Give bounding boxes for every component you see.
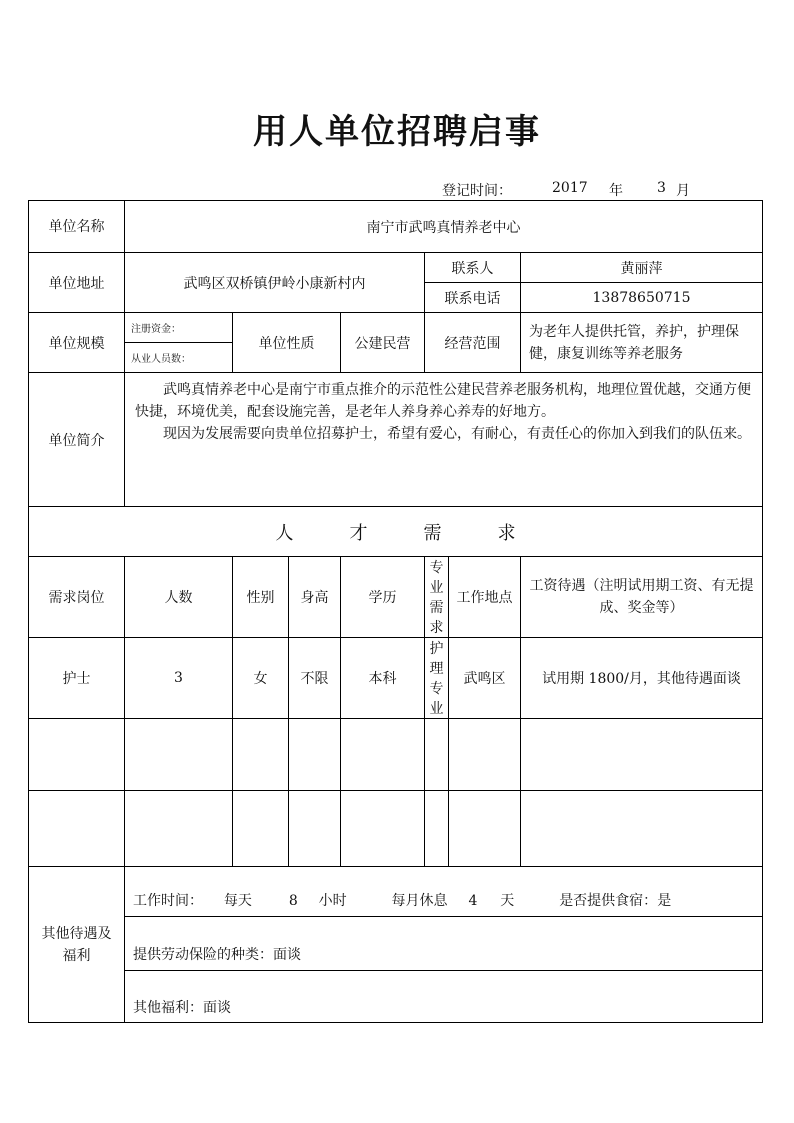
empty-cell (233, 791, 289, 867)
unit-scale-row (29, 313, 763, 343)
insurance-cell (125, 917, 763, 971)
unit-name-label: 单位名称 (29, 201, 125, 253)
registration-year-unit: 年 (609, 183, 623, 199)
monthly-rest-label: 每月休息 (391, 892, 448, 909)
work-time-cell (125, 867, 763, 917)
empty-cell (341, 719, 425, 791)
unit-intro-paragraph-2: 现因为发展需要向贵单位招募护士，希望有爱心，有耐心，有责任心的你加入到我们的队伍来。 (163, 426, 751, 442)
empty-cell (29, 791, 125, 867)
unit-intro-row (29, 373, 763, 507)
staff-count-label: 从业人员数： (125, 343, 233, 373)
talent-demand-heading (29, 507, 763, 557)
registration-month-unit: 月 (676, 183, 690, 199)
col-header-location: 工作地点 (449, 557, 521, 638)
work-time-label: 工作时间： (133, 892, 203, 909)
empty-cell (425, 791, 449, 867)
empty-cell (289, 719, 341, 791)
empty-cell (449, 719, 521, 791)
registration-year: 2017 (552, 180, 588, 196)
unit-intro-label: 单位简介 (29, 373, 125, 507)
benefits-label: 其他待遇及福利 (29, 867, 125, 1023)
unit-address-row (29, 253, 763, 283)
unit-address-value: 武鸣区双桥镇伊岭小康新村内 (125, 253, 425, 313)
benefits-insurance-row (29, 917, 763, 971)
empty-cell (521, 719, 763, 791)
demand-row-empty (29, 719, 763, 791)
recruitment-form (28, 200, 763, 1023)
col-header-major: 专业需求 (425, 557, 449, 638)
col-header-position: 需求岗位 (29, 557, 125, 638)
cell-location: 武鸣区 (449, 638, 521, 719)
unit-name-value: 南宁市武鸣真情养老中心 (125, 201, 763, 253)
benefits-work-time-row (29, 867, 763, 917)
empty-cell (289, 791, 341, 867)
cell-height: 不限 (289, 638, 341, 719)
unit-intro-text (125, 373, 763, 507)
empty-cell (425, 719, 449, 791)
heading-char-3: 需 (423, 522, 442, 544)
empty-cell (125, 791, 233, 867)
registration-month: 3 (657, 180, 666, 196)
empty-cell (521, 791, 763, 867)
unit-intro-paragraph-1: 武鸣真情养老中心是南宁市重点推介的示范性公建民营养老服务机构，地理位置优越，交通方便快捷，环境优美，配套设施完善，是老年人养身养心养寿的好地方。 (135, 382, 751, 420)
page-title: 用人单位招聘启事 (253, 112, 541, 152)
demand-row-empty (29, 791, 763, 867)
daily-hours: 8 (288, 892, 298, 909)
empty-cell (125, 719, 233, 791)
insurance-value: 面谈 (273, 946, 301, 963)
empty-cell (341, 791, 425, 867)
unit-address-label: 单位地址 (29, 253, 125, 313)
col-header-gender: 性别 (233, 557, 289, 638)
contact-value: 黄丽萍 (521, 253, 763, 283)
col-header-height: 身高 (289, 557, 341, 638)
unit-nature-label: 单位性质 (233, 313, 341, 373)
cell-education: 本科 (341, 638, 425, 719)
col-header-count: 人数 (125, 557, 233, 638)
empty-cell (29, 719, 125, 791)
other-benefits-cell (125, 971, 763, 1023)
contact-label: 联系人 (425, 253, 521, 283)
cell-position: 护士 (29, 638, 125, 719)
unit-name-row (29, 201, 763, 253)
heading-char-1: 人 (275, 522, 294, 544)
demand-header-row (29, 557, 763, 638)
business-scope-label: 经营范围 (425, 313, 521, 373)
demand-row (29, 638, 763, 719)
empty-cell (233, 719, 289, 791)
insurance-label: 提供劳动保险的种类： (133, 946, 273, 963)
unit-scale-label: 单位规模 (29, 313, 125, 373)
daily-label: 每天 (223, 892, 252, 909)
monthly-rest-days: 4 (468, 892, 478, 909)
hours-unit: 小时 (318, 892, 347, 909)
col-header-education: 学历 (341, 557, 425, 638)
talent-demand-heading-row (29, 507, 763, 557)
other-benefits-value: 面谈 (203, 999, 231, 1016)
cell-salary: 试用期 1800/月，其他待遇面谈 (521, 638, 763, 719)
business-scope-value: 为老年人提供托管，养护，护理保健，康复训练等养老服务 (521, 313, 763, 373)
unit-nature-value: 公建民营 (341, 313, 425, 373)
col-header-salary: 工资待遇（注明试用期工资、有无提成、奖金等） (521, 557, 763, 638)
lodging-value: 是 (657, 892, 672, 909)
registration-label: 登记时间： (442, 183, 512, 199)
heading-char-2: 才 (349, 522, 368, 544)
rest-days-unit: 天 (500, 892, 515, 909)
other-benefits-label: 其他福利： (133, 999, 203, 1016)
cell-major: 护理专业 (425, 638, 449, 719)
phone-value: 13878650715 (521, 283, 763, 313)
cell-count: 3 (125, 638, 233, 719)
registered-capital-label: 注册资金： (125, 313, 233, 343)
cell-gender: 女 (233, 638, 289, 719)
benefits-other-row (29, 971, 763, 1023)
heading-char-4: 求 (497, 522, 516, 544)
empty-cell (449, 791, 521, 867)
lodging-label: 是否提供食宿： (559, 892, 658, 909)
phone-label: 联系电话 (425, 283, 521, 313)
